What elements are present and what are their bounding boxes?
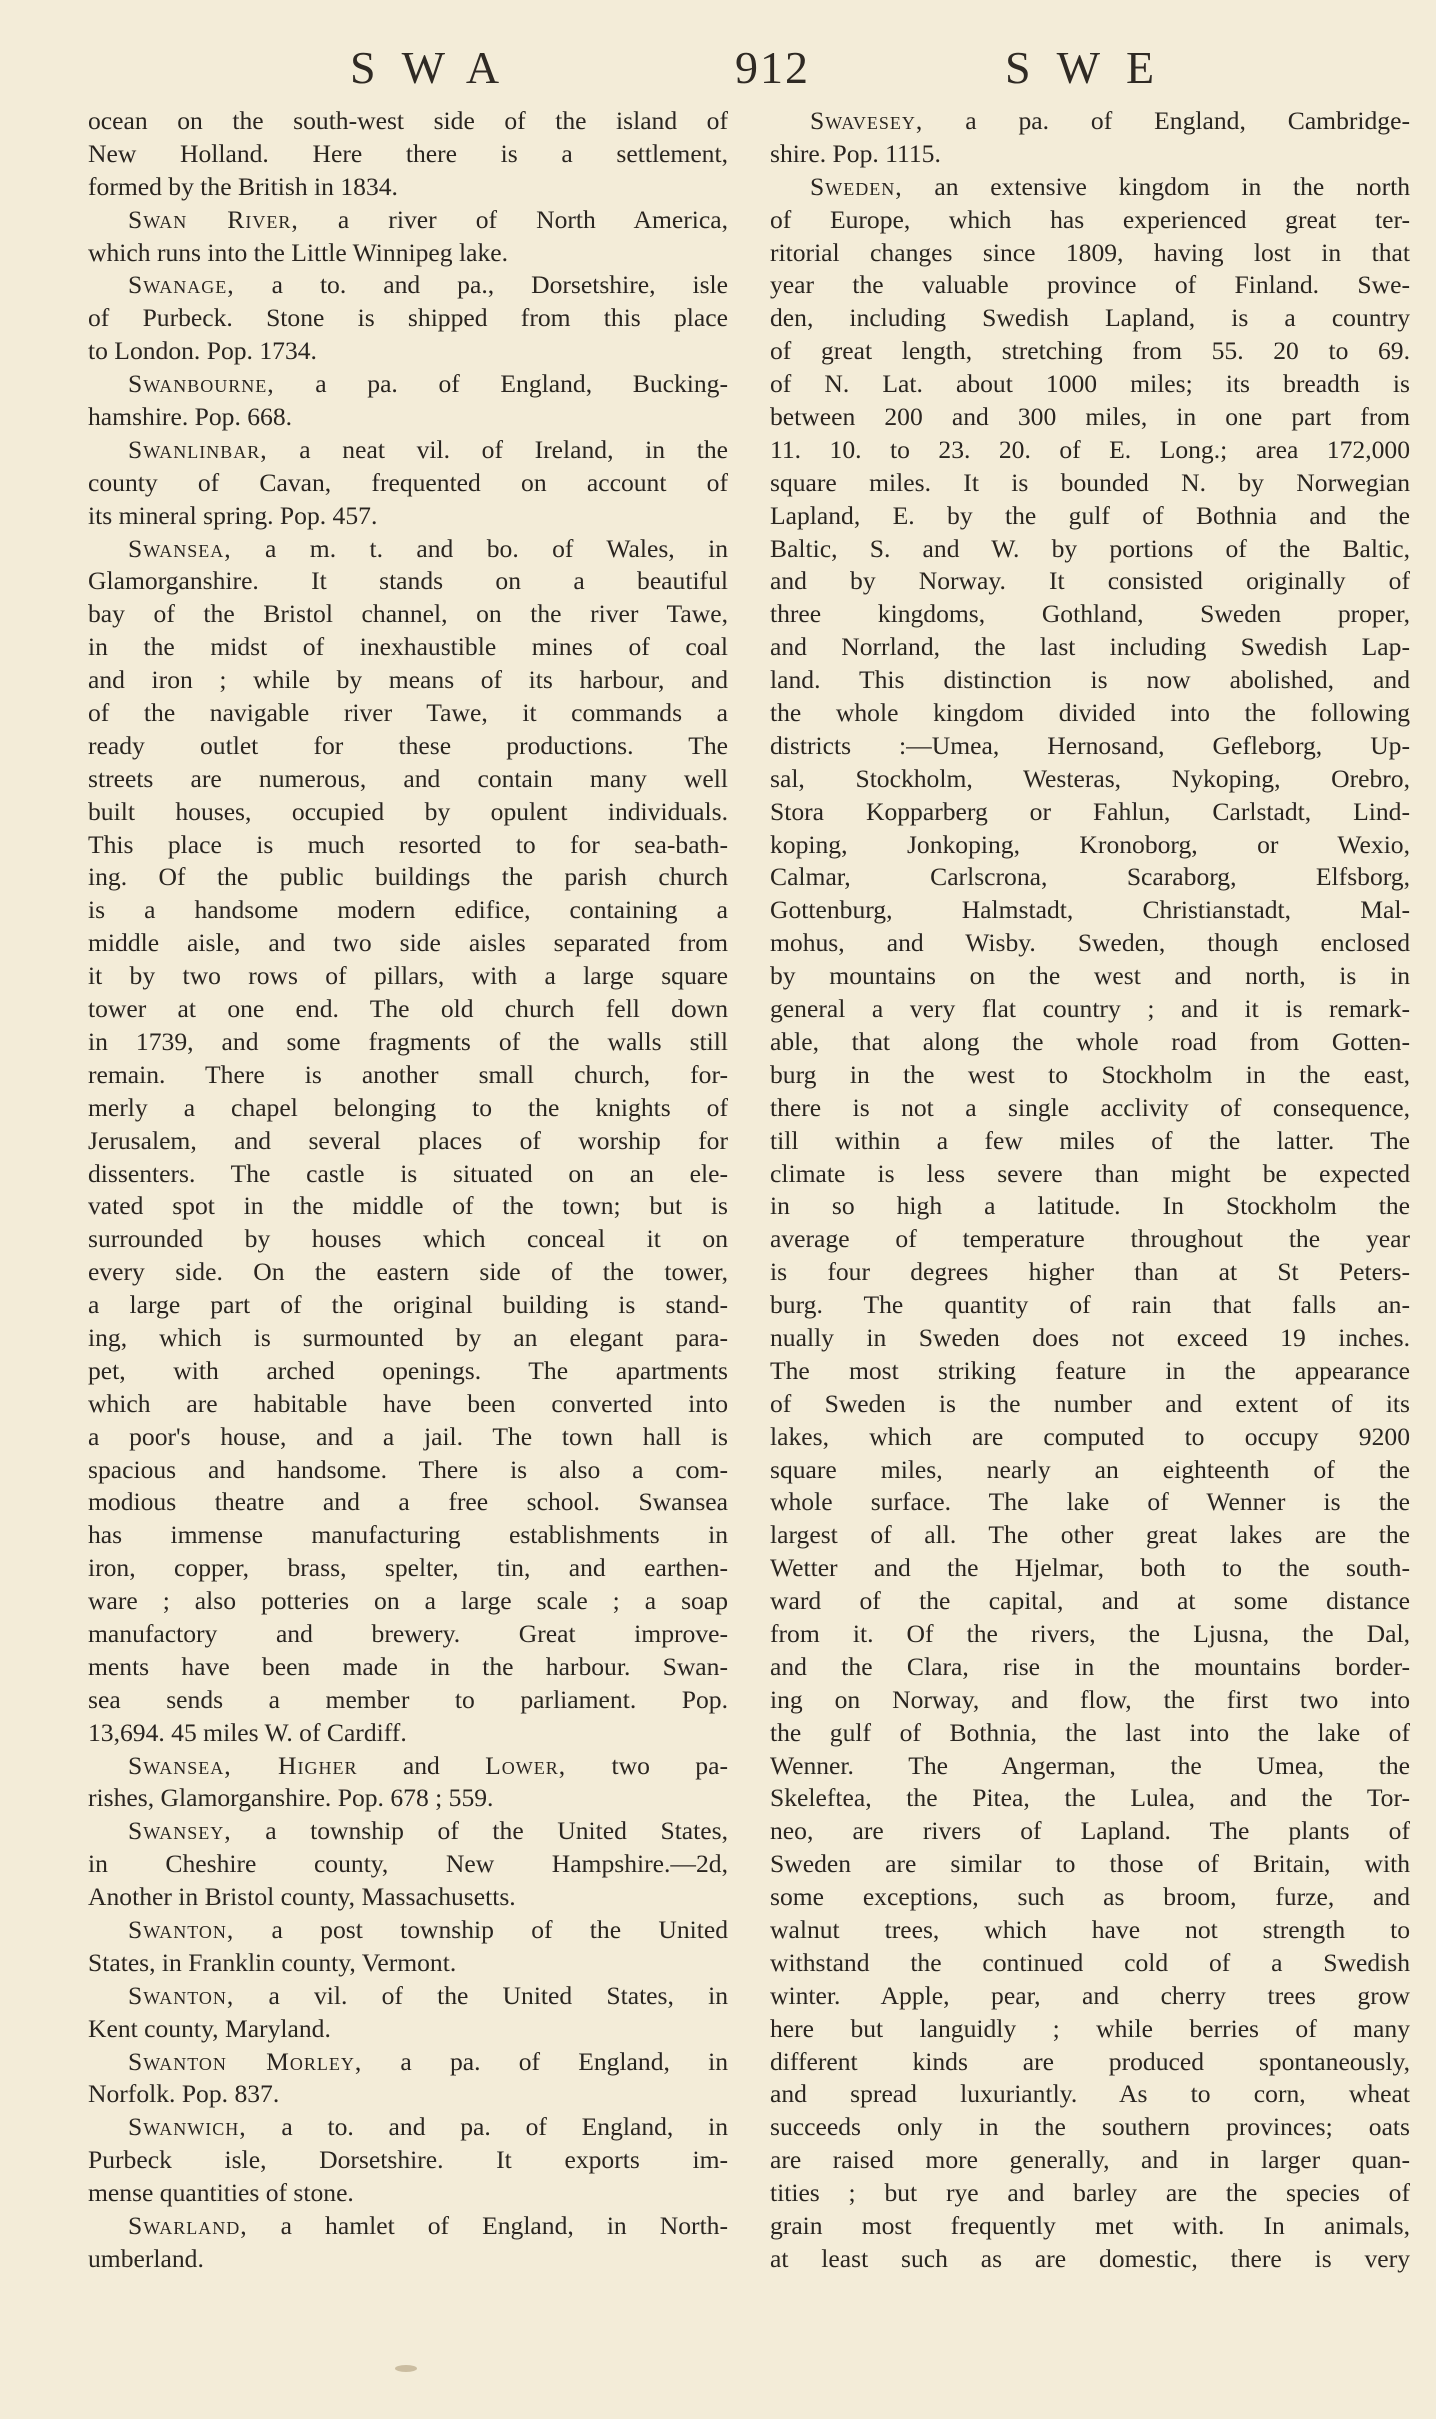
line-text: Baltic, S. and W. by portions of the Baltic, [770,533,1410,563]
text-line [770,2013,1410,2046]
text-line [88,401,728,434]
text-line [88,730,728,763]
line-text: remain. There is another small church, for- [88,1059,728,1089]
text-line [770,1486,1410,1519]
line-text: to London. Pop. 1734. [88,336,317,366]
line-text: which runs into the Little Winnipeg lake. [88,237,508,267]
text-line [88,2013,728,2046]
text-line [88,1158,728,1191]
line-text: year the valuable province of Finland. Swe- [770,270,1410,300]
line-text: manufactory and brewery. Great improve- [88,1618,728,1648]
text-line [88,664,728,697]
line-text: till within a few miles of the latter. The [770,1125,1410,1155]
line-text: Sweden are similar to those of Britain, with [770,1849,1410,1879]
line-text: grain most frequently met with. In animals, [770,2211,1410,2240]
text-line [88,1190,728,1223]
line-text: Another in Bristol county, Massachusetts. [88,1882,516,1912]
text-line [88,302,728,335]
line-text: dissenters. The castle is situated on an ele- [88,1158,728,1188]
text-line [770,368,1410,401]
line-text: largest of all. The other great lakes are the [770,1520,1410,1550]
line-text: between 200 and 300 miles, in one part from [770,402,1410,432]
text-line [770,1651,1410,1684]
page-number: 912 [735,42,810,93]
line-text: streets are numerous, and contain many well [88,763,728,793]
text-line [88,631,728,664]
line-text: 11. 10. to 23. 20. of E. Long.; area 172,000 [770,434,1410,464]
line-text: ing on Norway, and flow, the first two into [770,1684,1410,1714]
text-line [770,1881,1410,1914]
line-text: in the midst of inexhaustible mines of coal [88,632,728,662]
text-line [770,1059,1410,1092]
text-line [770,565,1410,598]
entry-headword: Lower, [485,1750,567,1780]
line-text: ready outlet for these productions. The [88,730,728,760]
text-line [88,1914,728,1947]
line-text: a neat vil. of Ireland, in the [267,434,728,464]
text-line [770,1092,1410,1125]
line-text: 13,694. 45 miles W. of Cardiff. [88,1717,407,1747]
line-text: by mountains on the west and north, is in [770,961,1410,991]
text-line [88,993,728,1026]
text-line [88,434,728,467]
text-line [88,1552,728,1585]
text-line [770,1190,1410,1223]
text-line [88,1815,728,1848]
text-line [88,1881,728,1914]
line-text: and Norrland, the last including Swedish Lap- [770,632,1410,662]
text-line [88,2210,728,2243]
entry-headword: Swansey, [128,1816,232,1846]
text-line [770,697,1410,730]
text-line [88,829,728,862]
line-text: a m. t. and bo. of Wales, in [231,533,728,563]
text-line [88,697,728,730]
text-line [88,2243,728,2276]
text-line [770,2046,1410,2079]
line-text: Lapland, E. by the gulf of Bothnia and the [770,500,1410,530]
text-line [770,1684,1410,1717]
text-line [770,1914,1410,1947]
line-text: and the Clara, rise in the mountains border- [770,1651,1410,1681]
line-text: is a handsome modern edifice, containing a [88,895,728,925]
text-line [770,2144,1410,2177]
line-text: has immense manufacturing establishments in [88,1520,728,1550]
entry-headword: Swansea, Higher [128,1750,358,1780]
line-text: winter. Apple, pear, and cherry trees grow [770,1980,1410,2010]
line-text: sea sends a member to parliament. Pop. [88,1684,728,1714]
line-text: a pa. of England, Cambridge- [923,106,1410,135]
line-text: an extensive kingdom in the north [902,171,1410,201]
text-line [88,1684,728,1717]
line-text: ritorial changes since 1809, having lost in that [770,237,1410,267]
text-line [88,2078,728,2111]
text-line [770,1848,1410,1881]
line-text: Calmar, Carlscrona, Scaraborg, Elfsborg, [770,862,1410,892]
text-line [770,138,1410,171]
text-line [770,171,1410,204]
line-text: walnut trees, which have not strength to [770,1914,1410,1944]
line-text: the gulf of Bothnia, the last into the lake of [770,1717,1410,1747]
text-line [770,1388,1410,1421]
text-line [88,368,728,401]
text-line [88,1750,728,1783]
text-line [770,2177,1410,2210]
line-text: ward of the capital, and at some distance [770,1586,1410,1616]
text-line [770,2078,1410,2111]
left-text-column [88,105,728,2276]
text-line [770,1552,1410,1585]
line-text: three kingdoms, Gothland, Sweden proper, [770,599,1410,629]
line-text: a township of the United States, [231,1816,728,1846]
text-line [770,1750,1410,1783]
line-text: the whole kingdom divided into the following [770,698,1410,728]
line-text: ments have been made in the harbour. Swan- [88,1651,728,1681]
text-line [770,1421,1410,1454]
line-text: in so high a latitude. In Stockholm the [770,1191,1410,1221]
line-text: New Holland. Here there is a settlement, [88,138,728,168]
text-line [770,1717,1410,1750]
line-text: spacious and handsome. There is also a com- [88,1454,728,1484]
text-line [770,302,1410,335]
text-line [770,894,1410,927]
line-text: whole surface. The lake of Wenner is the [770,1487,1410,1517]
header-left-guide-letters: SWA [350,42,526,93]
entry-headword: Swanton, [128,1980,235,2010]
text-line [770,1454,1410,1487]
line-text: a pa. of England, in [362,2046,728,2076]
text-line [770,1947,1410,1980]
text-line [88,1519,728,1552]
text-line [88,598,728,631]
text-line [770,829,1410,862]
line-text: mense quantities of stone. [88,2178,354,2208]
line-text: iron, copper, brass, spelter, tin, and earthen- [88,1553,728,1583]
line-text: neo, are rivers of Lapland. The plants of [770,1816,1410,1846]
line-text: of N. Lat. about 1000 miles; its breadth is [770,369,1410,399]
line-text: sal, Stockholm, Westeras, Nykoping, Orebro, [770,763,1410,793]
text-line [770,960,1410,993]
line-text: lakes, which are computed to occupy 9200 [770,1421,1410,1451]
line-text: square miles, nearly an eighteenth of the [770,1454,1410,1484]
line-text: surrounded by houses which conceal it on [88,1224,728,1254]
text-line [770,1158,1410,1191]
line-text: modious theatre and a free school. Swansea [88,1487,728,1517]
line-text: States, in Franklin county, Vermont. [88,1947,457,1977]
text-line [770,1223,1410,1256]
text-line [770,1782,1410,1815]
line-text: middle aisle, and two side aisles separated from [88,928,728,958]
line-text: of the navigable river Tawe, it commands a [88,698,728,728]
line-text: a post township of the United [234,1914,728,1944]
line-text: which are habitable have been converted into [88,1388,728,1418]
text-line [770,500,1410,533]
text-line [88,927,728,960]
line-text: districts :—Umea, Hernosand, Gefleborg, Up- [770,730,1410,760]
text-line [88,861,728,894]
text-line [88,138,728,171]
text-line [88,237,728,270]
line-text: some exceptions, such as broom, furze, and [770,1882,1410,1912]
line-text: koping, Jonkoping, Kronoborg, or Wexio, [770,829,1410,859]
running-header [0,38,1436,98]
line-text: a vil. of the United States, in [234,1980,728,2010]
text-line [770,927,1410,960]
text-line [770,1256,1410,1289]
text-line [770,237,1410,270]
line-text: Purbeck isle, Dorsetshire. It exports im- [88,2145,728,2175]
text-line [770,1585,1410,1618]
text-line [770,1289,1410,1322]
text-line [88,269,728,302]
line-text: vated spot in the middle of the town; but is [88,1191,728,1221]
line-text: a large part of the original building is stand- [88,1290,728,1320]
text-line [88,1618,728,1651]
text-line [770,2111,1410,2144]
line-text: average of temperature throughout the year [770,1224,1410,1254]
line-text: This place is much resorted to for sea-bath- [88,829,728,859]
line-text: a to. and pa. of England, in [246,2112,728,2142]
text-line [770,1355,1410,1388]
line-text: different kinds are produced spontaneously, [770,2046,1410,2076]
line-text: and by Norway. It consisted originally of [770,566,1410,596]
line-text: merly a chapel belonging to the knights of [88,1092,728,1122]
line-text: ing. Of the public buildings the parish church [88,862,728,892]
line-text: nually in Sweden does not exceed 19 inches. [770,1322,1410,1352]
text-line [88,1125,728,1158]
line-text: a hamlet of England, in North- [247,2211,728,2240]
line-text: of Sweden is the number and extent of its [770,1388,1410,1418]
line-text: and iron ; while by means of its harbour, and [88,665,728,695]
line-text: a river of North America, [298,204,728,234]
text-line [770,1618,1410,1651]
line-text: ocean on the south-west side of the island of [88,106,728,135]
text-line [88,1355,728,1388]
line-text: Wetter and the Hjelmar, both to the south- [770,1553,1410,1583]
right-text-column [770,105,1410,2276]
text-line [88,565,728,598]
text-line [770,631,1410,664]
text-line [88,763,728,796]
text-line [88,796,728,829]
line-text: built houses, occupied by opulent individuals. [88,796,728,826]
text-line [770,105,1410,138]
line-text: burg in the west to Stockholm in the east, [770,1059,1410,1089]
text-line [88,171,728,204]
line-text: The most striking feature in the appearance [770,1355,1410,1385]
ink-smudge [395,2365,417,2372]
text-line [88,1388,728,1421]
text-line [770,730,1410,763]
text-line [770,1322,1410,1355]
text-line [770,796,1410,829]
text-line [88,467,728,500]
line-text: are raised more generally, and in larger quan- [770,2145,1410,2175]
line-text: a pa. of England, Bucking- [274,369,728,399]
text-line [88,2177,728,2210]
line-text: den, including Swedish Lapland, is a country [770,303,1410,333]
text-line [88,1223,728,1256]
line-text: pet, with arched openings. The apartments [88,1355,728,1385]
line-text: withstand the continued cold of a Swedish [770,1947,1410,1977]
text-line [88,1454,728,1487]
text-line [88,2111,728,2144]
text-line [88,1059,728,1092]
line-text: in 1739, and some fragments of the walls still [88,1026,728,1056]
entry-headword: Swavesey, [810,106,924,135]
line-text: two pa- [566,1750,728,1780]
line-text: Skeleftea, the Pitea, the Lulea, and the Tor- [770,1783,1410,1813]
text-line [770,204,1410,237]
text-line [88,1322,728,1355]
text-line [88,1256,728,1289]
text-line [770,1519,1410,1552]
line-text: county of Cavan, frequented on account of [88,467,728,497]
line-text: every side. On the eastern side of the tower, [88,1257,728,1287]
text-line [770,269,1410,302]
entry-headword: Swanlinbar, [128,434,268,464]
line-text: hamshire. Pop. 668. [88,402,293,432]
text-line [88,335,728,368]
text-line [88,2046,728,2079]
entry-headword: Swanbourne, [128,369,275,399]
line-text: and spread luxuriantly. As to corn, wheat [770,2079,1410,2109]
text-line [770,1980,1410,2013]
text-line [88,1421,728,1454]
text-line [88,533,728,566]
text-line [770,2210,1410,2243]
text-line [88,1848,728,1881]
text-line [88,894,728,927]
line-text: Kent county, Maryland. [88,2013,331,2043]
header-right-guide-letters: SWE [1005,42,1181,93]
text-line [88,105,728,138]
text-line [88,1980,728,2013]
text-line [88,1717,728,1750]
line-text: tities ; but rye and barley are the species of [770,2178,1410,2208]
text-line [770,335,1410,368]
text-line [770,401,1410,434]
line-text: a to. and pa., Dorsetshire, isle [234,270,728,300]
line-text: here but languidly ; while berries of many [770,2013,1410,2043]
line-text: burg. The quantity of rain that falls an- [770,1290,1410,1320]
text-line [770,861,1410,894]
text-line [770,993,1410,1026]
text-line [88,1782,728,1815]
line-text: from it. Of the rivers, the Ljusna, the Dal, [770,1618,1410,1648]
line-text: at least such as are domestic, there is very [770,2243,1410,2273]
text-line [88,1092,728,1125]
text-line [770,434,1410,467]
text-line [88,1486,728,1519]
line-text: mohus, and Wisby. Sweden, though enclosed [770,928,1410,958]
line-text: it by two rows of pillars, with a large square [88,961,728,991]
line-text: climate is less severe than might be expected [770,1158,1410,1188]
line-text: formed by the British in 1834. [88,171,398,201]
text-line [88,1947,728,1980]
entry-headword: Swanton Morley, [128,2046,363,2076]
text-line [88,500,728,533]
line-text: Gottenburg, Halmstadt, Christianstadt, Mal- [770,895,1410,925]
text-line [770,467,1410,500]
text-line [88,1289,728,1322]
text-line [770,1026,1410,1059]
entry-headword: Swanage, [128,270,235,300]
text-line [770,664,1410,697]
line-text: shire. Pop. 1115. [770,138,941,168]
line-text: in Cheshire county, New Hampshire.—2d, [88,1849,728,1879]
entry-headword: Swanton, [128,1914,235,1944]
line-text: able, that along the whole road from Gotten- [770,1026,1410,1056]
text-line [770,1815,1410,1848]
entry-headword: Swan River, [128,204,299,234]
line-text: Stora Kopparberg or Fahlun, Carlstadt, Lind- [770,796,1410,826]
line-text: of great length, stretching from 55. 20 to 69. [770,336,1410,366]
text-line [770,763,1410,796]
line-text: ware ; also potteries on a large scale ; a soap [88,1586,728,1616]
text-line [770,1125,1410,1158]
line-text: umberland. [88,2243,204,2273]
line-text: general a very flat country ; and it is remark- [770,994,1410,1024]
line-text: is four degrees higher than at St Peters- [770,1257,1410,1287]
line-text: its mineral spring. Pop. 457. [88,500,378,530]
line-text: Norfolk. Pop. 837. [88,2079,280,2109]
line-text: bay of the Bristol channel, on the river Tawe, [88,599,728,629]
text-line [770,533,1410,566]
line-text: there is not a single acclivity of consequence, [770,1092,1410,1122]
entry-headword: Swanwich, [128,2112,247,2142]
line-text: and [357,1750,486,1780]
text-line [88,1585,728,1618]
text-line [88,204,728,237]
text-line [88,960,728,993]
line-text: a poor's house, and a jail. The town hall is [88,1421,728,1451]
text-line [88,1026,728,1059]
text-line [770,598,1410,631]
line-text: land. This distinction is now abolished, and [770,665,1410,695]
entry-headword: Swarland, [128,2211,248,2240]
text-line [88,2144,728,2177]
line-text: ing, which is surmounted by an elegant para- [88,1322,728,1352]
line-text: rishes, Glamorganshire. Pop. 678 ; 559. [88,1783,494,1813]
text-line [88,1651,728,1684]
line-text: succeeds only in the southern provinces; oats [770,2112,1410,2142]
entry-headword: Swansea, [128,533,232,563]
line-text: square miles. It is bounded N. by Norwegian [770,467,1410,497]
line-text: Glamorganshire. It stands on a beautiful [88,566,728,596]
line-text: Wenner. The Angerman, the Umea, the [770,1750,1410,1780]
line-text: of Purbeck. Stone is shipped from this place [88,303,728,333]
text-line [770,2243,1410,2276]
line-text: of Europe, which has experienced great ter- [770,204,1410,234]
line-text: Jerusalem, and several places of worship for [88,1125,728,1155]
entry-headword: Sweden, [810,171,903,201]
line-text: tower at one end. The old church fell down [88,994,728,1024]
